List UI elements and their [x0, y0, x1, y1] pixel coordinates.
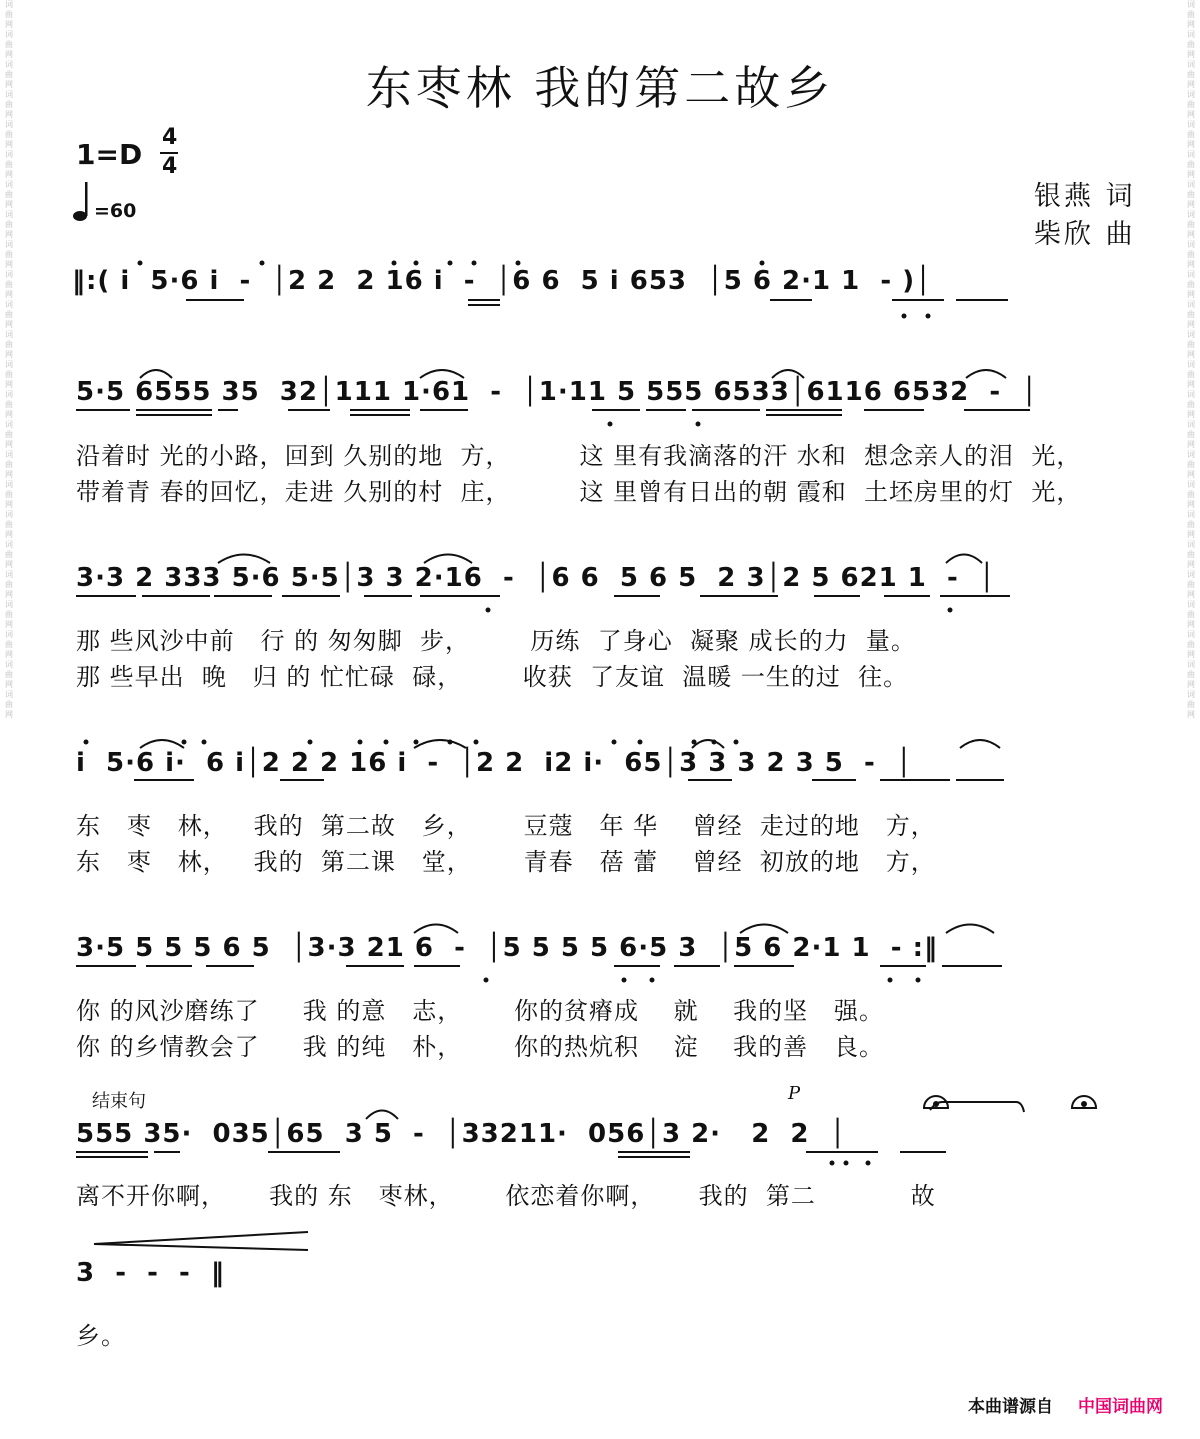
- composer-credit: 柴欣 曲: [1034, 219, 1136, 250]
- system1-lyric-verse1: 沿着时 光的小路，回到 久别的地 方， 这 里有我滴落的汗 水和 想念亲人的泪 光，: [76, 442, 1082, 470]
- footer-source-site-link[interactable]: 中国词曲网: [1078, 1397, 1163, 1417]
- system3-notes: i 5·6 i· 6 i│2 2 2 16 i - │2 2 i2 i· 65│3 3 3 2 3 5 - │: [76, 748, 913, 778]
- system5-lyric: 离不开你啊， 我的 东 枣林， 依恋着你啊， 我的 第二 故: [76, 1182, 936, 1210]
- tempo-marking: =60: [94, 200, 137, 222]
- system2-lyric-verse2: 那 些早出 晚 归 的 忙忙碌 碌， 收获 了友谊 温暖 一生的过 往。: [76, 663, 909, 691]
- footer-source-label: 本曲谱源自: [968, 1397, 1053, 1417]
- coda-label: 结束句: [92, 1091, 146, 1112]
- time-signature-bottom: 4: [162, 154, 178, 179]
- system5-notes: 555 35· 035│65 3 5 - │33211· 056│3 2· 2 2 │: [76, 1119, 847, 1149]
- right-watermark: 词曲网词曲网词曲网词曲网词曲网词曲网词曲网词曲网词曲网词曲网词曲网词曲网词曲网词曲网词曲网词曲网词曲网词曲网词曲网词曲网词曲网词曲网词曲网词曲网: [1187, 0, 1195, 719]
- system4-lyric-verse2: 你 的乡情教会了 我 的纯 朴， 你的热炕积 淀 我的善 良。: [76, 1033, 884, 1061]
- dynamic-marking: P: [788, 1083, 801, 1104]
- system1-notes: 5·5 6555 35 32│111 1·61 - │1·11 5 555 6533│6116 6532 - │: [76, 377, 1038, 407]
- system2-notes: 3·3 2 333 5·6 5·5│3 3 2·16 - │6 6 5 6 5 2 3│2 5 621 1 - │: [76, 563, 996, 593]
- system2-lyric-verse1: 那 些风沙中前 行 的 匆匆脚 步， 历练 了身心 凝聚 成长的力 量。: [76, 627, 916, 655]
- system3-lyric-verse1: 东 枣 林， 我的 第二故 乡， 豆蔻 年 华 曾经 走过的地 方，: [76, 812, 936, 840]
- left-watermark: 词曲网词曲网词曲网词曲网词曲网词曲网词曲网词曲网词曲网词曲网词曲网词曲网词曲网词曲网词曲网词曲网词曲网词曲网词曲网词曲网词曲网词曲网词曲网词曲网: [5, 0, 13, 719]
- system3-lyric-verse2: 东 枣 林， 我的 第二课 堂， 青春 蓓 蕾 曾经 初放的地 方，: [76, 848, 936, 876]
- song-title: 东枣林 我的第二故乡: [365, 61, 835, 115]
- system4-lyric-verse1: 你 的风沙磨练了 我 的意 志， 你的贫瘠成 就 我的坚 强。: [76, 997, 884, 1025]
- system4-notes: 3·5 5 5 5 6 5 │3·3 21 6 - │5 5 5 5 6·5 3 │5 6 2·1 1 - :‖: [76, 933, 938, 963]
- system6-lyric: 乡。: [76, 1322, 126, 1350]
- system1-lyric-verse2: 带着青 春的回忆，走进 久别的村 庄， 这 里曾有日出的朝 霞和 土坯房里的灯 光，: [76, 478, 1082, 506]
- key-signature: 1=D: [76, 138, 143, 171]
- lyricist-credit: 银燕 词: [1034, 181, 1136, 212]
- system6-notes: 3 - - - ‖: [76, 1258, 225, 1288]
- intro-notes: ‖:( i 5·6 i - │2 2 2 16 i - │6 6 5 i 653 │5 6 2·1 1 - )│: [72, 266, 932, 296]
- time-signature-top: 4: [162, 125, 178, 150]
